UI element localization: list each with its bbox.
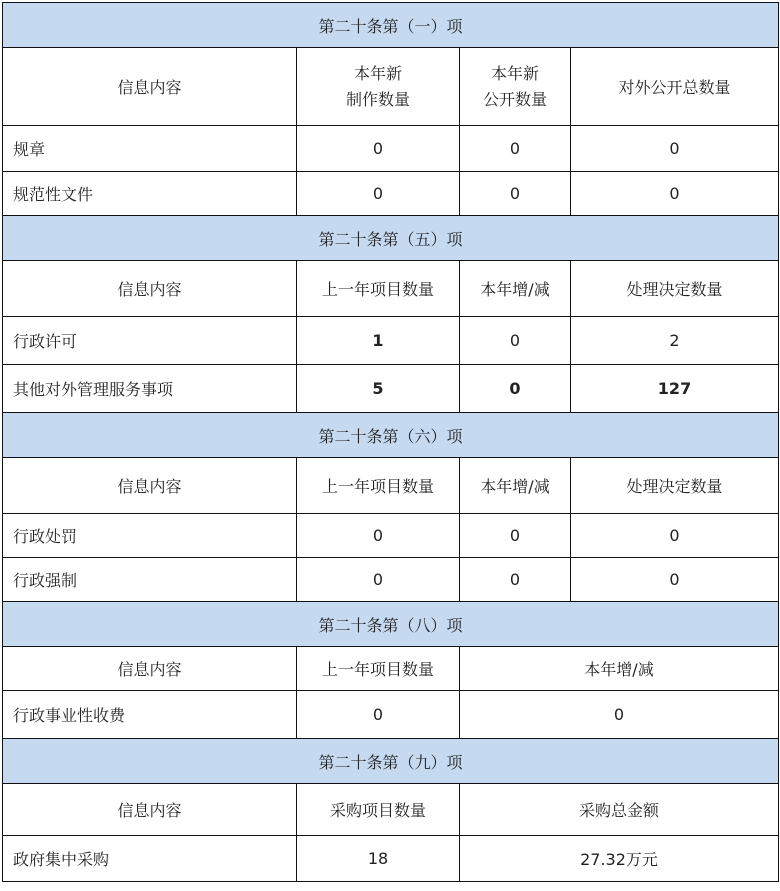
section-title: 第二十条第（八）项 bbox=[3, 602, 779, 647]
section-title-row bbox=[3, 602, 779, 647]
header-row bbox=[3, 647, 779, 691]
row-label: 行政强制 bbox=[3, 558, 297, 602]
value-cell: 0 bbox=[460, 558, 571, 602]
header-line: 制作数量 bbox=[345, 89, 410, 109]
header-cell bbox=[460, 48, 571, 126]
value-cell: 0 bbox=[460, 514, 571, 558]
section-title: 第二十条第（五）项 bbox=[3, 216, 779, 261]
header-cell: 本年增/减 bbox=[460, 458, 571, 514]
section-title: 第二十条第（一）项 bbox=[3, 3, 779, 48]
value-cell: 2 bbox=[571, 317, 779, 365]
header-cell: 处理决定数量 bbox=[571, 261, 779, 317]
section-title: 第二十条第（六）项 bbox=[3, 413, 779, 458]
disclosure-table bbox=[2, 2, 779, 882]
header-cell: 信息内容 bbox=[3, 784, 297, 836]
table-row bbox=[3, 836, 779, 882]
header-cell: 采购总金额 bbox=[460, 784, 779, 836]
value-cell: 0 bbox=[571, 558, 779, 602]
header-cell: 上一年项目数量 bbox=[297, 458, 460, 514]
header-cell bbox=[297, 48, 460, 126]
value-cell: 0 bbox=[460, 126, 571, 172]
header-cell: 采购项目数量 bbox=[297, 784, 460, 836]
row-label: 规范性文件 bbox=[3, 172, 297, 216]
value-cell: 5 bbox=[297, 365, 460, 413]
header-line: 本年新 bbox=[490, 63, 539, 83]
value-cell: 0 bbox=[297, 172, 460, 216]
value-cell: 0 bbox=[297, 514, 460, 558]
table-row bbox=[3, 317, 779, 365]
header-line: 本年新 bbox=[353, 63, 402, 83]
header-cell: 对外公开总数量 bbox=[571, 48, 779, 126]
value-cell: 0 bbox=[460, 365, 571, 413]
header-cell: 处理决定数量 bbox=[571, 458, 779, 514]
value-cell: 0 bbox=[297, 691, 460, 739]
row-label: 政府集中采购 bbox=[3, 836, 297, 882]
row-label: 行政事业性收费 bbox=[3, 691, 297, 739]
table-row bbox=[3, 172, 779, 216]
table-row bbox=[3, 365, 779, 413]
table-row bbox=[3, 514, 779, 558]
value-cell: 0 bbox=[297, 558, 460, 602]
value-cell: 0 bbox=[297, 126, 460, 172]
header-row bbox=[3, 784, 779, 836]
section-title-row bbox=[3, 3, 779, 48]
value-cell: 0 bbox=[460, 172, 571, 216]
header-cell: 信息内容 bbox=[3, 458, 297, 514]
row-label: 其他对外管理服务事项 bbox=[3, 365, 297, 413]
header-row bbox=[3, 48, 779, 126]
value-cell: 0 bbox=[571, 126, 779, 172]
header-cell: 上一年项目数量 bbox=[297, 647, 460, 691]
header-row bbox=[3, 458, 779, 514]
section-title-row bbox=[3, 413, 779, 458]
value-cell: 18 bbox=[297, 836, 460, 882]
value-cell: 0 bbox=[460, 317, 571, 365]
row-label: 行政许可 bbox=[3, 317, 297, 365]
value-cell: 0 bbox=[571, 514, 779, 558]
row-label: 行政处罚 bbox=[3, 514, 297, 558]
value-cell: 0 bbox=[571, 172, 779, 216]
row-label: 规章 bbox=[3, 126, 297, 172]
header-cell: 信息内容 bbox=[3, 647, 297, 691]
value-cell: 27.32万元 bbox=[460, 836, 779, 882]
value-cell: 1 bbox=[297, 317, 460, 365]
table-row bbox=[3, 691, 779, 739]
section-title: 第二十条第（九）项 bbox=[3, 739, 779, 784]
header-row bbox=[3, 261, 779, 317]
header-cell: 信息内容 bbox=[3, 261, 297, 317]
value-cell: 0 bbox=[460, 691, 779, 739]
header-cell: 本年增/减 bbox=[460, 261, 571, 317]
table-row bbox=[3, 558, 779, 602]
header-cell: 本年增/减 bbox=[460, 647, 779, 691]
section-title-row bbox=[3, 216, 779, 261]
header-cell: 上一年项目数量 bbox=[297, 261, 460, 317]
header-line: 公开数量 bbox=[482, 89, 547, 109]
section-title-row bbox=[3, 739, 779, 784]
value-cell: 127 bbox=[571, 365, 779, 413]
header-cell: 信息内容 bbox=[3, 48, 297, 126]
table-row bbox=[3, 126, 779, 172]
